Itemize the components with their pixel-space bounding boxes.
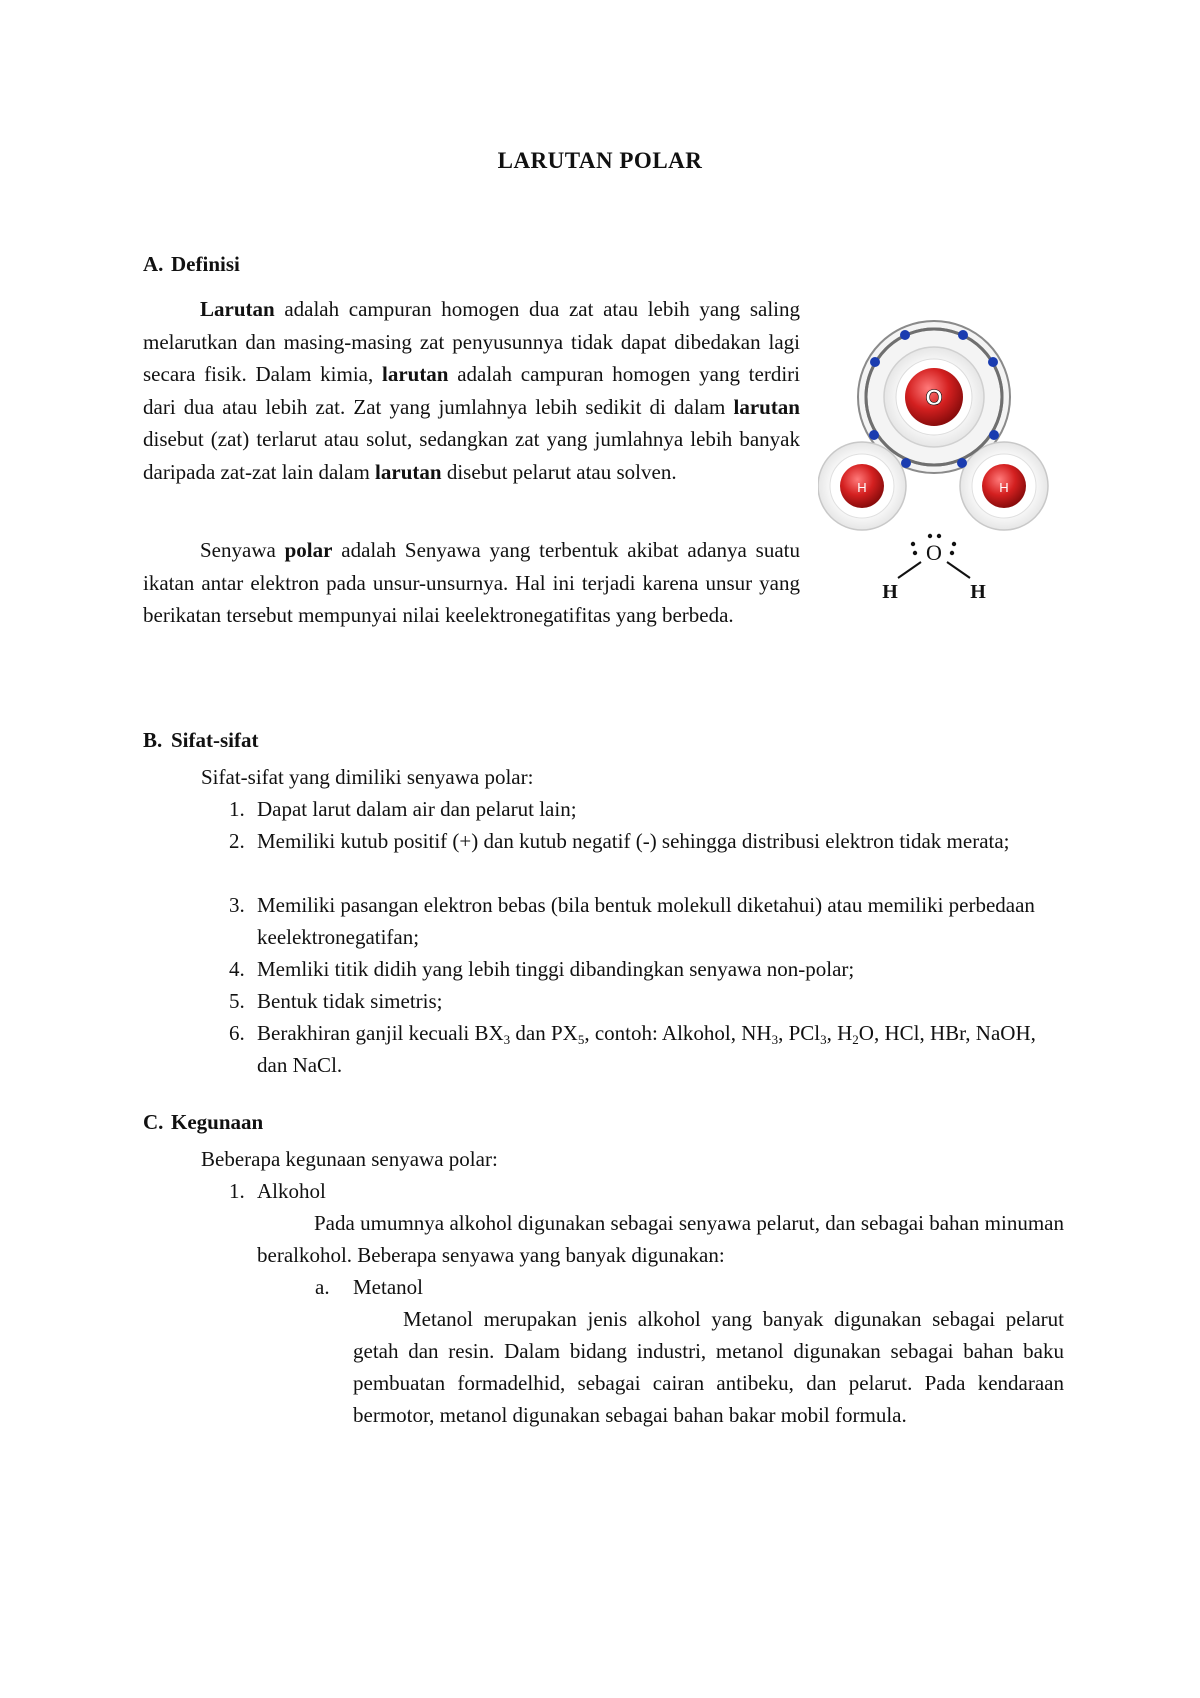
water-molecule-figure <box>818 300 1050 640</box>
sub-item-metanol <box>315 1271 423 1303</box>
metanol-text: Metanol merupakan jenis alkohol yang banyak digunakan sebagai pelarut getah dan resin. Dalam bidang industri, metanol digunakan sebagai bahan baku pembuatan formadelhid, sebagai cairan antibeku, dan pelarut. Pada kendaraan bermotor, metanol digunakan sebagai bahan bakar mobil formula. <box>353 1307 1064 1427</box>
list-number: 6. <box>229 1021 245 1045</box>
electron <box>958 330 968 340</box>
list-text: Memiliki kutub positif (+) dan kutub negatif (-) sehingga distribusi elektron tidak merata; <box>257 829 1010 853</box>
electron <box>870 357 880 367</box>
list-number: 1. <box>229 1179 245 1203</box>
list-item <box>229 825 1064 857</box>
hydrogen-left-label: H <box>857 480 867 495</box>
term-larutan-1: Larutan <box>200 297 275 321</box>
hydrogen-atom-right <box>960 442 1048 530</box>
bond-left <box>898 562 921 578</box>
term-polar: polar <box>284 538 333 562</box>
lewis-oxygen: O <box>926 540 942 565</box>
section-c-letter: C. <box>143 1110 164 1134</box>
definition-text-3: disebut (zat) terlarut atau solut, sedangkan zat yang jumlahnya lebih banyak daripada zat-zat lain dalam <box>143 427 800 484</box>
list-number: 1. <box>229 797 245 821</box>
section-c-heading <box>143 1110 263 1135</box>
oxygen-label: O <box>925 385 943 410</box>
definition-paragraph-2 <box>143 534 800 632</box>
section-a-letter: A. <box>143 252 164 276</box>
section-b-letter: B. <box>143 728 163 752</box>
sub-item-letter: a. <box>315 1275 330 1299</box>
list-text: Dapat larut dalam air dan pelarut lain; <box>257 797 577 821</box>
list-label: Alkohol <box>257 1179 326 1203</box>
sub-item-label: Metanol <box>353 1275 423 1299</box>
list-text: Berakhiran ganjil kecuali $BX_3$ dan $PX_5$, contoh: Alkohol, $NH_3$, PCl$_3$, $H_2O$, HCl, HBr, NaOH, dan NaCl. <box>257 1021 1036 1077</box>
hydrogen-right-label: H <box>999 480 1009 495</box>
list-item <box>229 953 1064 985</box>
electron <box>957 458 967 468</box>
section-b-intro: Sifat-sifat yang dimiliki senyawa polar: <box>201 765 534 789</box>
page-title: LARUTAN POLAR <box>497 148 703 173</box>
lewis-h-left: H <box>882 581 898 603</box>
electron <box>900 330 910 340</box>
list-number: 4. <box>229 957 245 981</box>
electron <box>988 357 998 367</box>
polar-text-2: adalah Senyawa yang terbentuk akibat adanya suatu ikatan antar elektron pada unsur-unsurnya. Hal ini terjadi karena unsur yang berikatan tersebut mempunyai nilai keelektronegatifitas yang berbeda. <box>143 538 800 627</box>
section-c-intro: Beberapa kegunaan senyawa polar: <box>201 1147 498 1171</box>
list-number: 5. <box>229 989 245 1013</box>
alkohol-text: Pada umumnya alkohol digunakan sebagai senyawa pelarut, dan sebagai bahan minuman beralkohol. Beberapa senyawa yang banyak digunakan: <box>257 1211 1064 1267</box>
list-number: 2. <box>229 829 245 853</box>
electron <box>989 430 999 440</box>
alkohol-paragraph <box>257 1207 1064 1271</box>
term-larutan-3: larutan <box>733 394 800 419</box>
hydrogen-atom-left <box>818 442 906 530</box>
section-a-heading <box>143 252 240 277</box>
bond-right <box>947 562 970 578</box>
list-text: Memiliki pasangan elektron bebas (bila bentuk molekull diketahui) atau memiliki perbedaan keelektronegatifan; <box>257 893 1035 949</box>
list-item-alkohol <box>229 1175 1064 1207</box>
list-text: Bentuk tidak simetris; <box>257 989 443 1013</box>
term-larutan-4: larutan <box>375 459 442 484</box>
electron <box>901 458 911 468</box>
list-item <box>229 889 1064 953</box>
definition-text-2: adalah campuran homogen yang terdiri dari dua atau lebih zat. Zat yang jumlahnya lebih sedikit di dalam <box>143 362 800 419</box>
lewis-structure <box>882 534 986 603</box>
list-number: 3. <box>229 893 245 917</box>
definition-paragraph-1 <box>143 293 800 488</box>
definition-text-4: disebut pelarut atau solven. <box>441 459 677 484</box>
section-c-title: Kegunaan <box>171 1110 264 1134</box>
section-b-heading <box>143 728 259 753</box>
list-item <box>229 793 1064 825</box>
term-larutan-2: larutan <box>381 362 449 386</box>
polar-text-1: Senyawa <box>200 538 285 562</box>
list-item <box>229 985 1064 1017</box>
section-b-title: Sifat-sifat <box>171 728 259 752</box>
list-text: Memliki titik didih yang lebih tinggi dibandingkan senyawa non-polar; <box>257 957 855 981</box>
list-item <box>229 1017 1064 1081</box>
electron <box>869 430 879 440</box>
section-a-title: Definisi <box>171 252 240 276</box>
metanol-paragraph <box>353 1303 1064 1431</box>
lewis-h-right: H <box>970 581 986 603</box>
definition-text-1: adalah campuran homogen dua zat atau lebih yang saling melarutkan dan masing-masing zat penyusunnya tidak dapat dibedakan lagi secara fisik. Dalam kimia, <box>143 297 800 386</box>
